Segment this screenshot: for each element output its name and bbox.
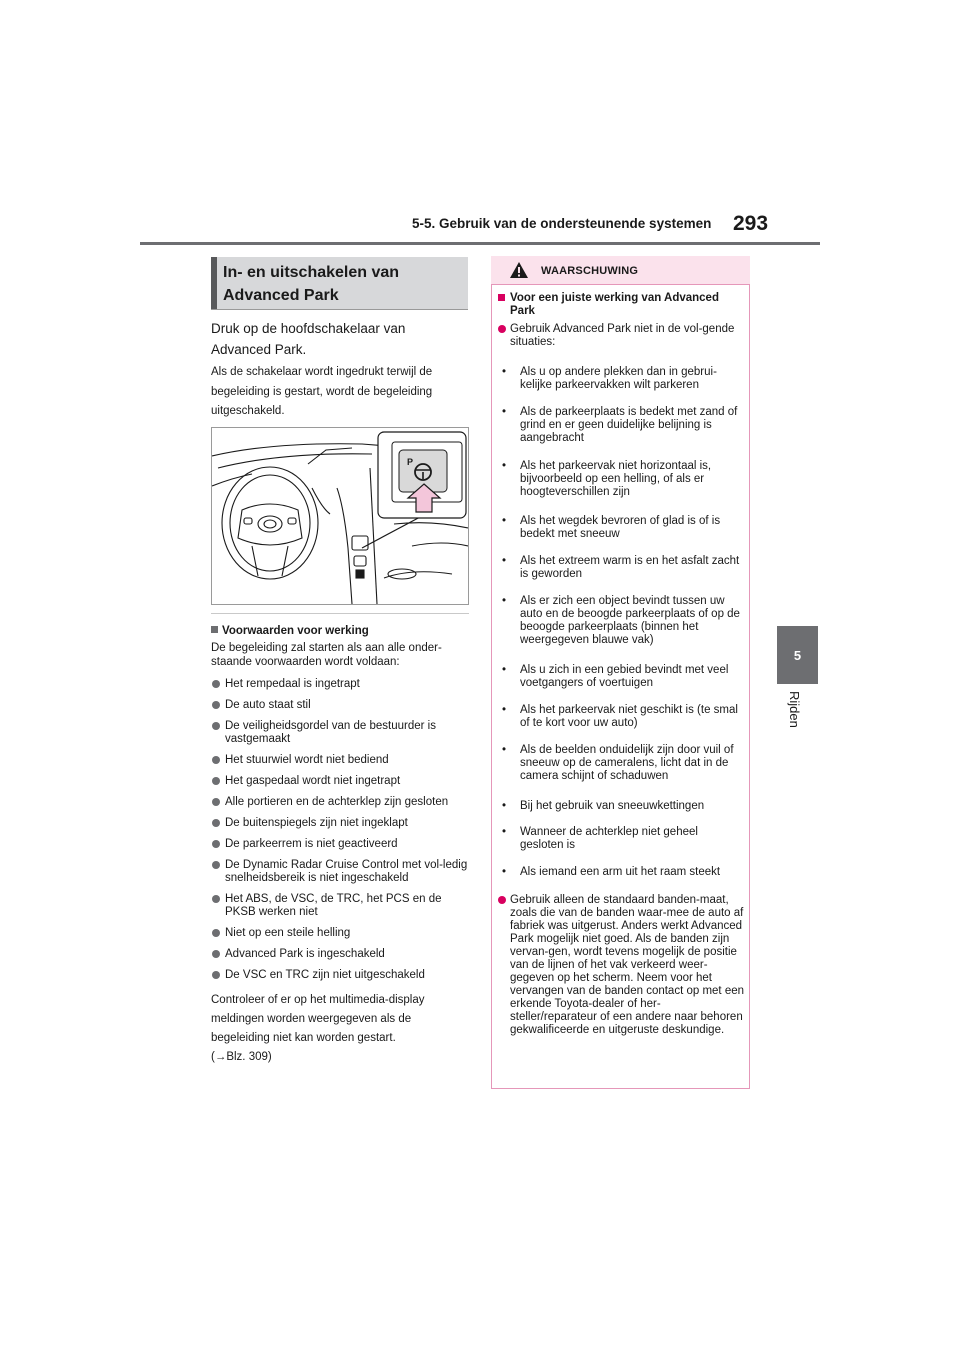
warning-item-text: Als het parkeervak niet horizontaal is, bijvoorbeeld op een helling, of als er hoogteverschillen zijn <box>520 460 712 498</box>
chapter-number: 5 <box>793 647 802 663</box>
list-item <box>211 796 469 809</box>
list-item <box>211 754 469 767</box>
warning-item <box>498 515 744 541</box>
bullet-icon: • <box>502 826 507 838</box>
warning-item-text: Gebruik Advanced Park niet in de vol-gende situaties: <box>510 323 735 348</box>
warning-item <box>498 555 744 581</box>
square-bullet-icon <box>211 626 218 633</box>
bullet-dot-icon <box>212 950 220 958</box>
intro-line-1: De begeleiding zal starten als aan alle onder- <box>211 642 442 654</box>
bullet-dot-icon <box>212 680 220 688</box>
warning-item-text: Als de beelden onduidelijk zijn door vuil of sneeuw op de cameralens, licht dat in de camera schijnt of schaduwen <box>520 744 734 782</box>
lead-line-2: Advanced Park. <box>211 342 307 357</box>
conditions-list <box>211 678 469 990</box>
list-item-text: Niet op een steile helling <box>225 927 351 939</box>
warning-item <box>498 595 744 647</box>
list-item-text: Alle portieren en de achterklep zijn gesloten <box>225 796 449 808</box>
square-bullet-icon <box>498 294 505 301</box>
conditions-subheading <box>211 625 369 637</box>
note-line-3: uitgeschakeld. <box>211 405 285 417</box>
warning-item-text: Als het wegdek bevroren of glad is of is bedekt met sneeuw <box>520 515 721 540</box>
conditions-subheading-text: Voorwaarden voor werking <box>222 625 369 637</box>
bullet-dot-icon <box>212 756 220 764</box>
note-line-1: Als de schakelaar wordt ingedrukt terwijl de <box>211 366 433 378</box>
list-item-text: Het ABS, de VSC, de TRC, het PCS en de PKSB werken niet <box>225 893 442 918</box>
warning-item <box>498 704 744 730</box>
warning-item-text: Als u op andere plekken dan in gebrui-kelijke parkeervakken wilt parkeren <box>520 366 717 391</box>
list-item-text: De parkeerrem is niet geactiveerd <box>225 838 398 850</box>
header-divider <box>140 242 820 245</box>
bullet-dot-icon <box>212 929 220 937</box>
bullet-dot-icon <box>212 777 220 785</box>
list-item <box>211 838 469 851</box>
bullet-icon: • <box>502 704 507 716</box>
bullet-icon: • <box>502 595 507 607</box>
list-item <box>211 720 469 746</box>
intro-line-2: staande voorwaarden wordt voldaan: <box>211 656 400 668</box>
bullet-icon: • <box>502 744 507 756</box>
warning-item <box>498 406 744 445</box>
list-item <box>211 817 469 830</box>
warning-item <box>498 800 744 813</box>
bullet-icon: • <box>502 664 507 676</box>
bullet-icon: • <box>502 406 507 418</box>
section-title: 5-5. Gebruik van de ondersteunende systemen <box>412 216 712 231</box>
list-item <box>211 893 469 919</box>
list-item <box>211 699 469 712</box>
chapter-tab[interactable] <box>777 626 818 684</box>
list-item <box>211 948 469 961</box>
warning-item-text: Als het extreem warm is en het asfalt zacht is geworden <box>520 555 740 580</box>
warning-item-text: Gebruik alleen de standaard banden-maat, zoals die van de banden waar-mee de auto af fabriek was uitgerust. Anders werkt Advanced Park mogelijk niet goed. Als de banden zijn vervan-gen, wordt tevens mogelijk de positie van de lijnen of het vak verkeerd weer-gegeven op het scherm. Neem voor het vervangen van de banden contact op met een erkende Toyota-dealer of her-steller/reparateur of een andere naar behoren gekwalificeerde en uitgeruste deskundige. <box>510 894 745 1036</box>
warning-item-text: Als de parkeerplaats is bedekt met zand of grind en er geen duidelijke belijning is aangebracht <box>520 406 738 444</box>
warning-header <box>491 256 750 285</box>
warning-triangle-icon <box>509 261 529 279</box>
page-reference-link[interactable]: (→Blz. 309) <box>211 1051 272 1063</box>
bullet-dot-icon <box>498 896 506 904</box>
list-item <box>211 859 469 885</box>
bullet-dot-icon <box>212 861 220 869</box>
warning-subheading <box>498 292 744 318</box>
bullet-dot-icon <box>212 819 220 827</box>
heading-line-2: Advanced Park <box>223 287 339 304</box>
list-item <box>211 927 469 940</box>
bullet-dot-icon <box>212 798 220 806</box>
list-item-text: Het stuurwiel wordt niet bediend <box>225 754 389 766</box>
bullet-dot-icon <box>212 895 220 903</box>
bullet-dot-icon <box>212 840 220 848</box>
list-item-text: De buitenspiegels zijn niet ingeklapt <box>225 817 408 829</box>
warning-item <box>498 894 744 1037</box>
figure-divider <box>211 613 469 614</box>
closing-line-2: meldingen worden weergegeven als de <box>211 1013 412 1025</box>
bullet-icon: • <box>502 460 507 472</box>
dashboard-illustration <box>211 427 469 605</box>
bullet-icon: • <box>502 555 507 567</box>
conditions-intro <box>211 641 469 669</box>
lead-line-1: Druk op de hoofdschakelaar van <box>211 321 406 336</box>
note-line-2: begeleiding is gestart, wordt de begeleiding <box>211 385 433 398</box>
list-item-text: De Dynamic Radar Cruise Control met vol-ledig snelheidsbereik is niet ingeschakeld <box>225 859 468 884</box>
list-item <box>211 775 469 788</box>
list-item-text: De VSC en TRC zijn niet uitgeschakeld <box>225 969 425 981</box>
note-paragraph <box>211 363 469 422</box>
heading-line-1: In- en uitschakelen van <box>223 264 400 281</box>
heading-bar <box>211 257 217 309</box>
section-heading <box>211 257 468 309</box>
closing-paragraph <box>211 991 469 1067</box>
page-number: 293 <box>733 212 769 235</box>
bullet-dot-icon <box>212 722 220 730</box>
list-item-text: Het gaspedaal wordt niet ingetrapt <box>225 775 401 787</box>
bullet-icon: • <box>502 800 507 812</box>
list-item <box>211 969 469 982</box>
heading-text <box>223 261 399 307</box>
warning-item <box>498 866 744 879</box>
closing-line-3: begeleiding niet kan worden gestart. <box>211 1032 396 1044</box>
bullet-icon: • <box>502 366 507 378</box>
list-item-text: Het rempedaal is ingetrapt <box>225 678 360 690</box>
warning-item <box>498 460 744 499</box>
warning-item <box>498 826 744 852</box>
warning-item-text: Als er zich een object bevindt tussen uw auto en de beoogde parkeerplaats of op de beoogde parkeerplaats (binnen het weergegeven blauwe vak) <box>520 595 740 646</box>
bullet-icon: • <box>502 515 507 527</box>
warning-item-text: Wanneer de achterklep niet geheel gesloten is <box>520 826 698 851</box>
closing-line-1: Controleer of er op het multimedia-display <box>211 994 425 1006</box>
warning-item <box>498 744 744 783</box>
switch-letter: P <box>407 457 414 467</box>
bullet-icon: • <box>502 866 507 878</box>
chapter-label-text: Rijden <box>787 691 802 728</box>
warning-item <box>498 366 744 392</box>
warning-item <box>498 664 744 690</box>
dashboard-drawing <box>212 428 468 604</box>
warning-subheading-text: Voor een juiste werking van Advanced Park <box>510 292 719 317</box>
warning-item-text: Als iemand een arm uit het raam steekt <box>520 866 721 878</box>
list-item-text: De veiligheidsgordel van de bestuurder is vastgemaakt <box>225 720 436 745</box>
list-item-text: De auto staat stil <box>225 699 311 711</box>
list-item-text: Advanced Park is ingeschakeld <box>225 948 385 960</box>
chapter-label <box>786 691 804 741</box>
lead-paragraph <box>211 318 469 360</box>
warning-title: WAARSCHUWING <box>541 265 639 277</box>
bullet-dot-icon <box>498 325 506 333</box>
bullet-dot-icon <box>212 971 220 979</box>
warning-item-text: Bij het gebruik van sneeuwkettingen <box>520 800 705 812</box>
bullet-dot-icon <box>212 701 220 709</box>
heading-underline <box>211 309 468 310</box>
list-item <box>211 678 469 691</box>
warning-item <box>498 323 744 349</box>
warning-item-text: Als het parkeervak niet geschikt is (te smal of te kort voor uw auto) <box>520 704 738 729</box>
warning-item-text: Als u zich in een gebied bevindt met veel voetgangers of voertuigen <box>520 664 729 689</box>
